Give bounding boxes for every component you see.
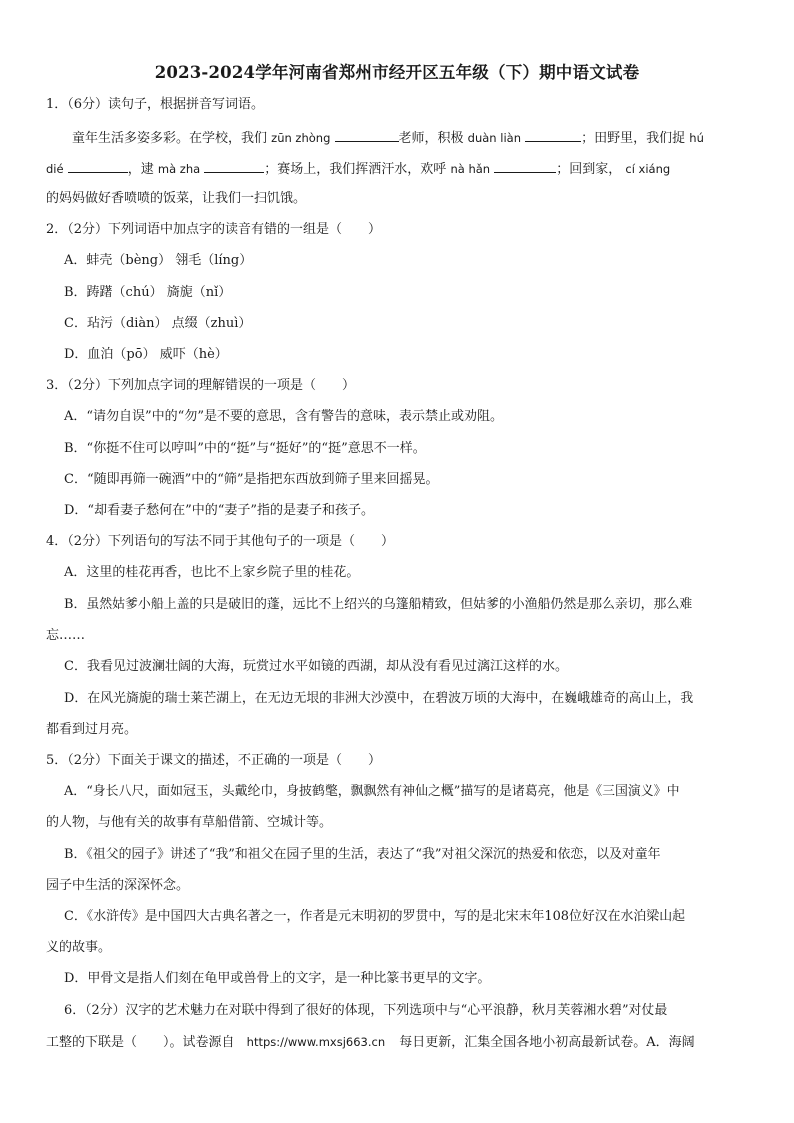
source-link[interactable]: https://www.mxsj663.cn <box>246 1035 386 1049</box>
q4-option-a[interactable]: A．这里的桂花再香，也比不上家乡院子里的桂花。 <box>64 565 360 580</box>
q4-option-c[interactable]: C．我看见过波澜壮阔的大海，玩赏过水平如镜的西湖，却从没有看见过漓江这样的水。 <box>64 659 568 674</box>
q1-pinyin: duàn liàn <box>467 131 521 145</box>
q1-pinyin: cí xiáng <box>625 162 671 176</box>
answer-blank[interactable] <box>335 128 399 142</box>
q1-text: ；赛场上，我们挥洒汗水，欢呼 <box>264 162 447 177</box>
q4-head: 4．（2分）下列语句的写法不同于其他句子的一项是（ ） <box>46 534 395 549</box>
q6-text: 工整的下联是（ ）。试卷源自 <box>46 1035 235 1050</box>
q6-line1: 6．（2分）汉字的艺术魅力在对联中得到了很好的体现，下列选项中与“心平浪静，秋月芙蓉湘水碧”对仗最 <box>64 1003 668 1018</box>
q1-pinyin: dié <box>46 162 64 176</box>
q1-text: 童年生活多姿多彩。在学校，我们 <box>72 131 268 146</box>
q1-pinyin: nà hǎn <box>450 162 491 176</box>
q1-text: ；田野里，我们捉 <box>581 131 686 146</box>
q1-text: 老师，积极 <box>398 131 464 146</box>
q5-option-b-line2: 园子中生活的深深怀念。 <box>46 878 190 893</box>
q5-option-c-line2: 义的故事。 <box>46 940 112 955</box>
q6-line2 <box>46 1033 695 1052</box>
q3-head: 3．（2分）下列加点字词的理解错误的一项是（ ） <box>46 378 356 393</box>
q1-line3: 的妈妈做好香喷喷的饭菜，让我们一扫饥饿。 <box>46 191 307 206</box>
q1-text: ；回到家， <box>556 162 622 177</box>
q1-pinyin: hú <box>689 131 704 145</box>
q5-option-b-line1[interactable]: B．《祖父的园子》讲述了“我”和祖父在园子里的生活，表达了“我”对祖父深沉的热爱和依恋，以及对童年 <box>64 847 661 862</box>
q4-option-b-line1[interactable]: B．虽然姑爹小船上盖的只是破旧的蓬，远比不上绍兴的乌篷船精致，但姑爹的小渔船仍然是那么亲切，那么难 <box>64 597 693 612</box>
answer-blank[interactable] <box>494 159 556 173</box>
q1-pinyin: zūn zhòng <box>271 131 331 145</box>
q3-option-c[interactable]: C．“随即再筛一碗酒”中的“筛”是指把东西放到筛子里来回摇晃。 <box>64 472 439 487</box>
q5-option-a-line2: 的人物，与他有关的故事有草船借箭、空城计等。 <box>46 815 333 830</box>
q5-option-a-line1[interactable]: A．“身长八尺，面如冠玉，头戴纶巾，身披鹤氅，飘飘然有神仙之概”描写的是诸葛亮，他是《三国演义》中 <box>64 784 680 799</box>
q5-head: 5．（2分）下面关于课文的描述，不正确的一项是（ ） <box>46 753 382 768</box>
q2-option-d[interactable]: D．血泊（pō） 威吓（hè） <box>64 347 228 362</box>
q1-text: ，逮 <box>127 162 154 177</box>
q5-option-d[interactable]: D．甲骨文是指人们刻在龟甲或兽骨上的文字，是一种比篆书更早的文字。 <box>64 971 491 986</box>
q6-text: 每日更新，汇集全国各地小初高最新试卷。A．海阔 <box>399 1035 695 1050</box>
q3-option-d[interactable]: D．“却看妻子愁何在”中的“妻子”指的是妻子和孩子。 <box>64 503 375 518</box>
q4-option-d-line1[interactable]: D．在风光旖旎的瑞士莱芒湖上，在无边无垠的非洲大沙漠中，在碧波万顷的大海中，在巍峨雄奇的高山上，我 <box>64 691 694 706</box>
q4-option-b-line2: 忘…… <box>46 628 86 643</box>
answer-blank[interactable] <box>68 159 128 173</box>
q2-head: 2．（2分）下列词语中加点字的读音有错的一组是（ ） <box>46 222 382 237</box>
q1-head: 1．（6分）读句子，根据拼音写词语。 <box>46 97 265 112</box>
q1-line2 <box>46 159 670 179</box>
answer-blank[interactable] <box>525 128 581 142</box>
answer-blank[interactable] <box>204 159 264 173</box>
q2-option-a[interactable]: A．蚌壳（bèng） 翎毛（líng） <box>64 253 253 268</box>
q3-option-a[interactable]: A．“请勿自误”中的“勿”是不要的意思，含有警告的意味，表示禁止或劝阻。 <box>64 409 503 424</box>
q2-option-c[interactable]: C．玷污（diàn） 点缀（zhuì） <box>64 316 252 331</box>
q1-pinyin: mà zha <box>157 162 201 176</box>
exam-title: 2023-2024学年河南省郑州市经开区五年级（下）期中语文试卷 <box>154 63 640 82</box>
q2-option-b[interactable]: B．踌躇（chú） 旖旎（nǐ） <box>64 285 232 300</box>
q3-option-b[interactable]: B．“你挺不住可以哼叫”中的“挺”与“挺好”的“挺”意思不一样。 <box>64 441 426 456</box>
q1-line1 <box>72 128 704 148</box>
q4-option-d-line2: 都看到过月亮。 <box>46 722 138 737</box>
q5-option-c-line1[interactable]: C．《水浒传》是中国四大古典名著之一，作者是元末明初的罗贯中，写的是北宋末年108位好汉在水泊梁山起 <box>64 909 685 924</box>
